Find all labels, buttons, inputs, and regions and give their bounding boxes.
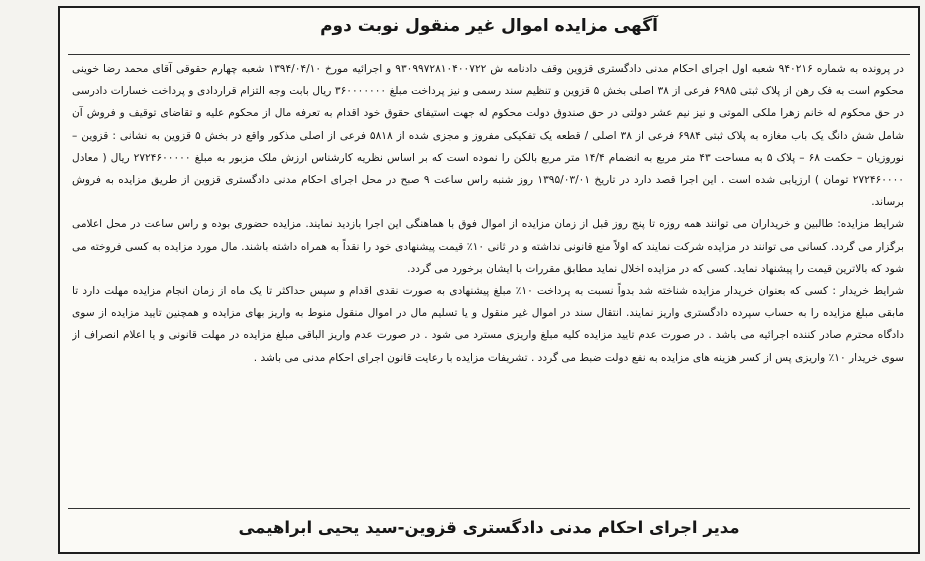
notice-body: [72, 58, 904, 504]
auction-conditions-paragraph: شرایط مزایده: طالبین و خریداران می توانند همه روزه تا پنج روز قبل از زمان مزایده از اموال فوق با هماهنگی این اجرا بازدید نمایند. مزایده حضوری بوده و راس ساعت در محل اعلامی برگزار می گردد. کسانی می توانند در مزایده شرکت نمایند که اولاً منع قانونی نداشته و در ثانی ۱۰٪ قیمت پیشنهادی خود را نقداً به همراه داشته باشند. مال مورد مزایده به کسی فروخته می شود که بالاترین قیمت را پیشنهاد نماید. کسی که در مزایده اخلال نماید مطابق مقررات با ایشان برخورد می گردد.: [72, 218, 904, 275]
case-details-paragraph: در پرونده به شماره ۹۴۰۲۱۶ شعبه اول اجرای احکام مدنی دادگستری قزوین وقف دادنامه ش ۹۳۰۹۹۷۲۸۱۰۴۰۰۷۲۲ و اجرائیه مورخ ۱۳۹۴/۰۴/۱۰ شعبه چهارم حقوقی آقای محمد رضا خوینی محکوم است به فک رهن از پلاک ثبتی ۶۹۸۵ فرعی از ۳۸ اصلی بخش ۵ قزوین و تنظیم سند رسمی و نیز پرداخت مبلغ ۳۶۰۰۰۰۰۰۰ ریال بابت وجه التزام قراردادی و پرداخت خسارات دادرسی در حق محکوم له خانم زهرا ملکی الموتی و نیز نیم عشر دولتی در حق صندوق دولت محکوم له جهت استیفای حقوق خود اقدام به تعرفه مال از محکوم علیه و تقاضای توقیف و فروش آن شامل شش دانگ یک باب مغازه به پلاک ثبتی ۶۹۸۴ فرعی از ۳۸ اصلی / قطعه یک تفکیکی مفروز و مجزی شده از ۵۸۱۸ فرعی از اصلی مذکور واقع در بخش ۵ قزوین به نشانی : قزوین – نوروزیان – حکمت ۶۸ – پلاک ۵ به مساحت ۴۳ متر مربع به انضمام ۱۴/۴ متر مربع بالکن را نموده است که بر اساس نظریه کارشناس ارزش ملک مزبور به مبلغ ۲۷۲۴۶۰۰۰۰۰ ریال ( معادل ۲۷۲۴۶۰۰۰۰ تومان ) ارزیابی شده است . این اجرا قصد دارد در تاریخ ۱۳۹۵/۰۳/۰۱ روز شنبه راس ساعت ۹ صبح در محل اجرای احکام مدنی دادگستری قزوین از طریق مزایده به فروش برساند.: [72, 63, 904, 209]
signature-line: مدیر اجرای احکام مدنی دادگستری قزوین-سید یحیی ابراهیمی: [238, 518, 740, 537]
notice-title: آگهی مزایده اموال غیر منقول نوبت دوم: [320, 16, 658, 36]
title-divider: [68, 54, 910, 55]
auction-notice: [58, 6, 920, 554]
signature-divider: [68, 508, 910, 509]
buyer-conditions-paragraph: شرایط خریدار : کسی که بعنوان خریدار مزایده شناخته شد بدواً نسبت به پرداخت ۱۰٪ مبلغ پیشنهادی به صورت نقدی اقدام و سپس حداکثر تا یک ماه از زمان انجام مزایده مهلت دارد تا مابقی مبلغ مزایده را به حساب سپرده دادگستری واریز نمایند. انتقال سند در اموال غیر منقول و یا تسلیم مال در اموال منقول منوط به واریز بهای مزایده و همچنین تایید مزایده از سوی دادگاه محترم صادر کننده اجرائیه می باشد . در صورت عدم تایید مزایده کلیه مبلغ واریزی مسترد می شود . در صورت عدم واریز الباقی مبلغ مزایده در مهلت قانونی و یا اعلام انصراف از سوی خریدار ۱۰٪ واریزی پس از کسر هزینه های مزایده به نفع دولت ضبط می گردد . تشریفات مزایده با رعایت قانون اجرای احکام مدنی می باشد .: [72, 285, 904, 364]
